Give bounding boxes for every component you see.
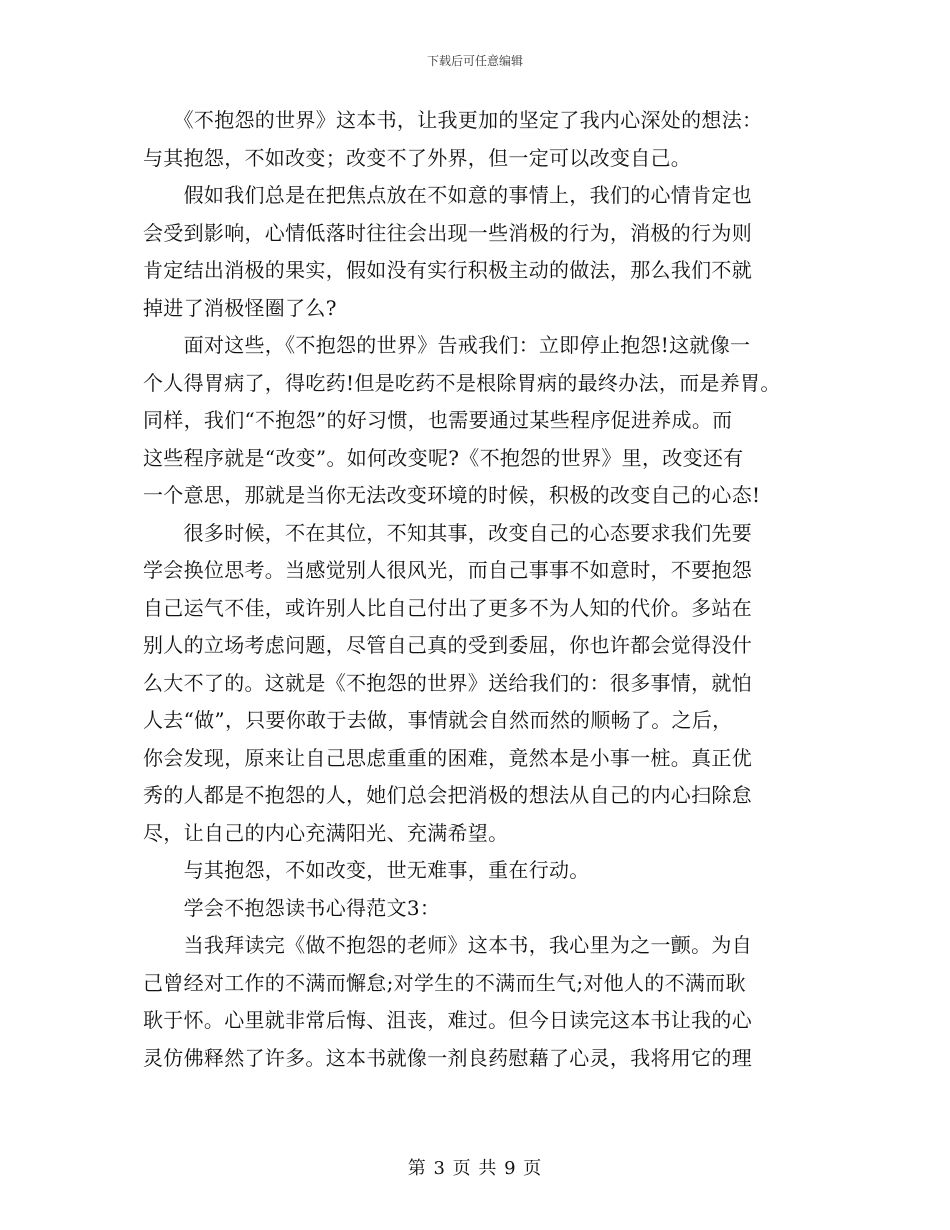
text-line: 一个意思，那就是当你无法改变环境的时候，积极的改变自己的心态! bbox=[143, 483, 761, 507]
text-line: 灵仿佛释然了许多。这本书就像一剂良药慰藉了心灵，我将用它的理 bbox=[143, 1045, 752, 1070]
text-line: 会受到影响，心情低落时往往会出现一些消极的行为，消极的行为则 bbox=[143, 220, 752, 245]
page-header: 下载后可任意编辑 bbox=[426, 54, 523, 68]
text-line: 这些程序就是“改变”。如何改变呢?《不抱怨的世界》里，改变还有 bbox=[143, 445, 744, 470]
document-body bbox=[143, 102, 823, 1077]
text-line: 己曾经对工作的不满而懈怠;对学生的不满而生气;对他人的不满而耿 bbox=[143, 970, 746, 995]
text-line: 别人的立场考虑问题，尽管自己真的受到委屈，你也许都会觉得没什 bbox=[143, 633, 752, 657]
text-line: 秀的人都是不抱怨的人，她们总会把消极的想法从自己的内心扫除怠 bbox=[143, 783, 752, 807]
page-footer: 第 3 页 共 9 页 bbox=[407, 1158, 543, 1179]
text-line: 同样，我们“不抱怨”的好习惯，也需要通过某些程序促进养成。而 bbox=[143, 408, 733, 432]
text-line: 自己运气不佳，或许别人比自己付出了更多不为人知的代价。多站在 bbox=[143, 595, 752, 620]
text-line: 与其抱怨，不如改变；改变不了外界，但一定可以改变自己。 bbox=[143, 145, 692, 170]
text-line: 《不抱怨的世界》这本书，让我更加的坚定了我内心深处的想法： bbox=[143, 108, 763, 132]
text-line: 尽，让自己的内心充满阳光、充满希望。 bbox=[143, 820, 509, 845]
text-line: 当我拜读完《做不抱怨的老师》这本书，我心里为之一颤。为自 bbox=[143, 933, 752, 957]
text-line: 你会发现，原来让自己思虑重重的困难，竟然本是小事一桩。真正优 bbox=[143, 745, 752, 770]
text-line: 学会换位思考。当感觉别人很风光，而自己事事不如意时，不要抱怨 bbox=[143, 558, 752, 582]
text-line: 掉进了消极怪圈了么? bbox=[143, 295, 337, 320]
text-line: 肯定结出消极的果实，假如没有实行积极主动的做法，那么我们不就 bbox=[143, 258, 752, 282]
text-line: 个人得胃病了，得吃药!但是吃药不是根除胃病的最终办法，而是养胃。 bbox=[143, 370, 781, 395]
text-line: 假如我们总是在把焦点放在不如意的事情上，我们的心情肯定也 bbox=[143, 183, 752, 207]
text-line: 很多时候，不在其位，不知其事，改变自己的心态要求我们先要 bbox=[143, 520, 752, 545]
text-line: 学会不抱怨读书心得范文3： bbox=[143, 895, 441, 920]
text-line: 与其抱怨，不如改变，世无难事，重在行动。 bbox=[143, 858, 590, 882]
text-line: 么大不了的。这就是《不抱怨的世界》送给我们的：很多事情，就怕 bbox=[143, 670, 752, 695]
text-line: 耿于怀。心里就非常后悔、沮丧，难过。但今日读完这本书让我的心 bbox=[143, 1008, 752, 1032]
text-line: 人去“做”，只要你敢于去做，事情就会自然而然的顺畅了。之后， bbox=[143, 708, 733, 732]
text-line: 面对这些，《不抱怨的世界》告戒我们：立即停止抱怨!这就像一 bbox=[143, 333, 751, 357]
